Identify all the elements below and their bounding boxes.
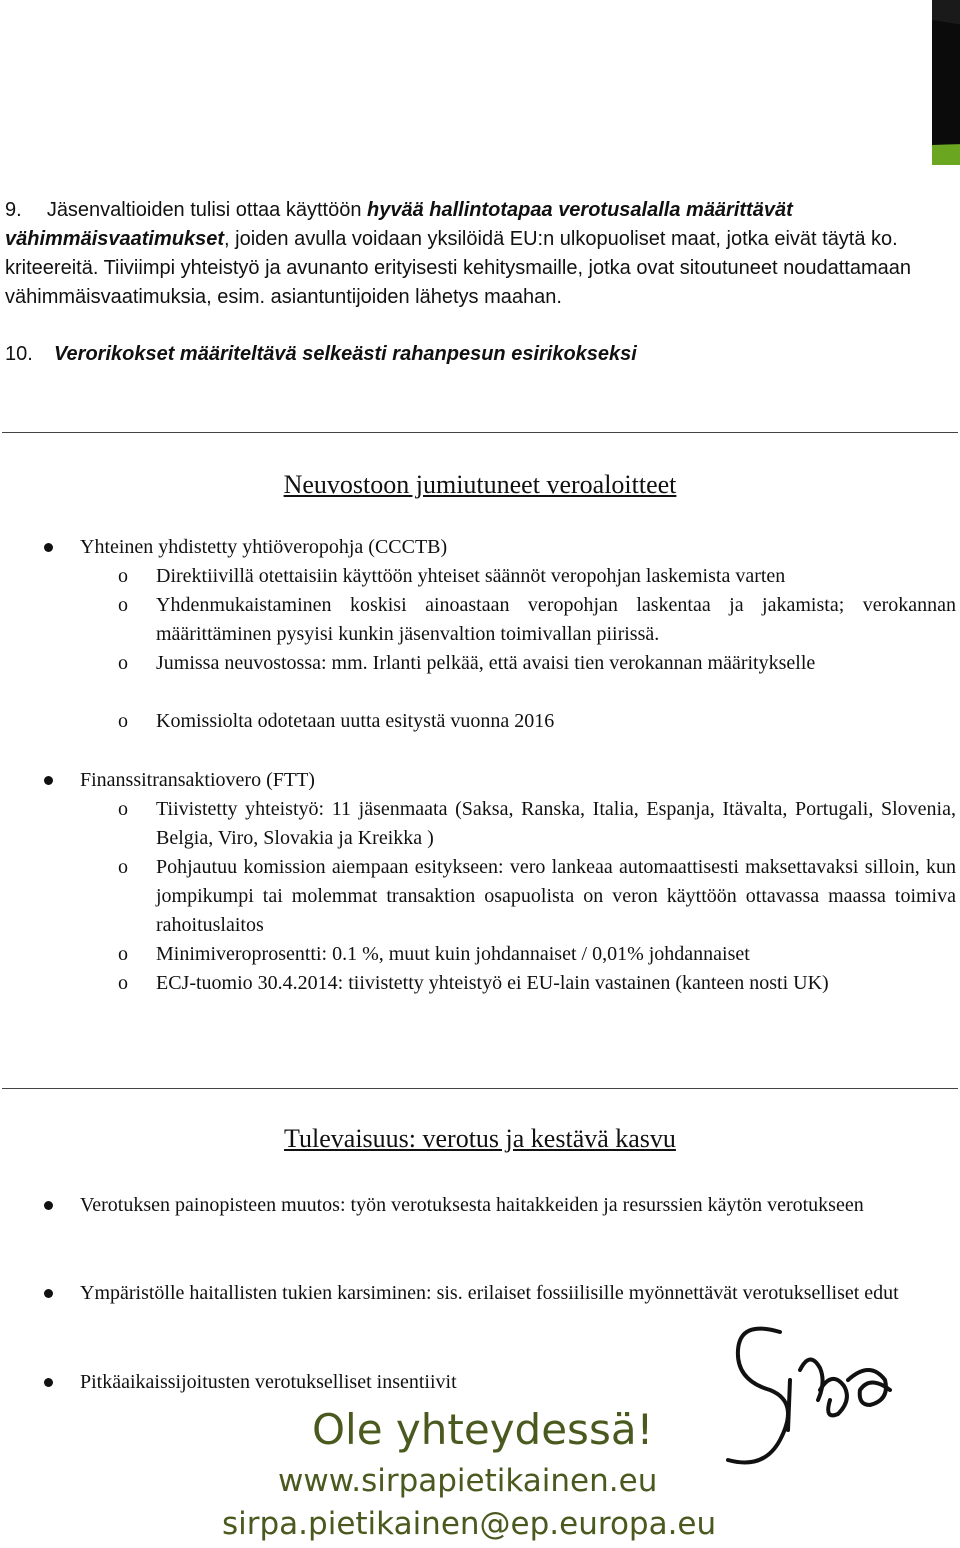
- contact-website[interactable]: www.sirpapietikainen.eu: [278, 1463, 658, 1499]
- bullet-dot: [44, 776, 53, 785]
- item-10: [5, 340, 637, 369]
- header-photo-strip: [932, 0, 960, 165]
- divider-1: [2, 432, 958, 433]
- bullet-dot: [44, 1201, 53, 1210]
- bullet-dot: [44, 1378, 53, 1387]
- future-bullet-2: Ympäristölle haitallisten tukien karsiminen: sis. erilaiset fossiilisille myönnettävät verotukselliset edut: [80, 1282, 899, 1304]
- sub-marker: o: [118, 972, 128, 994]
- divider-2: [2, 1088, 958, 1089]
- bullet-dot: [44, 1289, 53, 1298]
- ccctb-sub-3: Jumissa neuvostossa: mm. Irlanti pelkää, että avaisi tien verokannan määritykselle: [156, 652, 816, 674]
- signature-icon: [720, 1310, 910, 1500]
- ccctb-sub-1: Direktiivillä otettaisiin käyttöön yhteiset säännöt veropohjan laskemista varten: [156, 565, 786, 587]
- ccctb-sub-4: Komissiolta odotetaan uutta esitystä vuonna 2016: [156, 710, 555, 732]
- ftt-sub-4: ECJ-tuomio 30.4.2014: tiivistetty yhteistyö ei EU-lain vastainen (kanteen nosti UK): [156, 972, 829, 994]
- sub-marker: o: [118, 652, 128, 674]
- future-bullet-3: Pitkäaikaissijoitusten verotukselliset insentiivit: [80, 1371, 457, 1393]
- contact-email[interactable]: sirpa.pietikainen@ep.europa.eu: [222, 1506, 717, 1542]
- sub-marker: o: [118, 943, 128, 965]
- item-9-emphasis: hyvää hallintotapaa verotusalalla määrittävät vähimmäisvaatimukset: [5, 199, 793, 250]
- section-1-title: Neuvostoon jumiutuneet veroaloitteet: [283, 470, 677, 499]
- section-2-title: Tulevaisuus: verotus ja kestävä kasvu: [284, 1124, 676, 1153]
- bullet-ftt: Finanssitransaktiovero (FTT): [80, 769, 315, 791]
- ftt-sub-3: Minimiveroprosentti: 0.1 %, muut kuin johdannaiset / 0,01% johdannaiset: [156, 943, 750, 965]
- item-9-number: 9.: [5, 199, 22, 221]
- ftt-sub-2: Pohjautuu komission aiempaan esitykseen: vero lankeaa automaattisesti maksettavaksi silloin, kun jompikumpi tai molemmat transaktion osapuolista on veron käyttöön ottavassa maassa toimiva rahoituslaitos: [156, 856, 956, 936]
- ccctb-sub-2: Yhdenmukaistaminen koskisi ainoastaan veropohjan laskentaa ja jakamista; verokannan määrittäminen pysyisi kunkin jäsenvaltion toimivallan piirissä.: [156, 594, 956, 645]
- bullet-dot: [44, 543, 53, 552]
- header-photo-icon: [932, 0, 960, 165]
- sub-marker: o: [118, 594, 128, 616]
- item-10-text: Verorikokset määriteltävä selkeästi rahanpesun esirikokseksi: [53, 343, 637, 365]
- contact-heading: Ole yhteydessä!: [312, 1405, 654, 1454]
- future-bullet-1: Verotuksen painopisteen muutos: työn verotuksesta haitakkeiden ja resurssien käytön verotukseen: [80, 1194, 864, 1216]
- sub-marker: o: [118, 710, 128, 732]
- item-10-number: 10.: [5, 343, 33, 365]
- bullet-ccctb: Yhteinen yhdistetty yhtiöveropohja (CCCTB): [80, 536, 448, 558]
- sub-marker: o: [118, 856, 128, 878]
- item-9-paragraph: [5, 196, 940, 312]
- item-9-lead: Jäsenvaltioiden tulisi ottaa käyttöön: [46, 199, 362, 221]
- ftt-sub-1: Tiivistetty yhteistyö: 11 jäsenmaata (Saksa, Ranska, Italia, Espanja, Itävalta, Portugali, Slovenia, Belgia, Viro, Slovakia ja Kreikka ): [156, 798, 956, 849]
- sub-marker: o: [118, 565, 128, 587]
- item-9-rest: , joiden avulla voidaan yksilöidä EU:n ulkopuoliset maat, jotka eivät täytä ko. kriteereitä. Tiiviimpi yhteistyö ja avunanto erityisesti kehitysmaille, jotka ovat sitoutuneet noudattamaan vähimmäisvaatimuksia, esim. asiantuntijoiden lähetys maahan.: [5, 228, 912, 308]
- sub-marker: o: [118, 798, 128, 820]
